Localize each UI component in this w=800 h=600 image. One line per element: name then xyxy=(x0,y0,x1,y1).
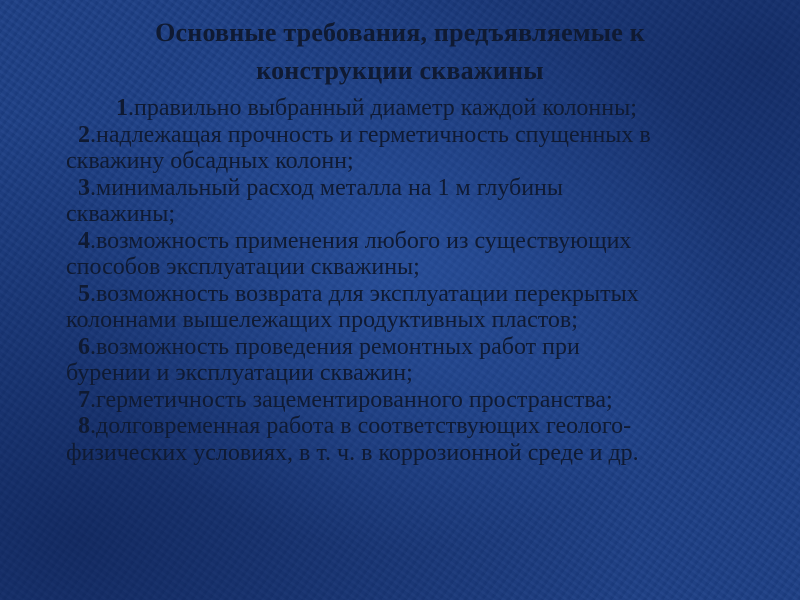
slide-title-line-1: Основные требования, предъявляемые к xyxy=(155,18,645,47)
list-item xyxy=(66,387,776,414)
item-number: 8 xyxy=(78,413,90,439)
item-text: .минимальный расход металла на 1 м глубины xyxy=(90,174,564,201)
list-item xyxy=(66,175,776,228)
list-item xyxy=(66,122,776,175)
item-text: .возможность применения любого из существующих xyxy=(90,227,632,254)
item-text-continued: физических условиях, в т. ч. в коррозионной среде и др. xyxy=(66,439,639,466)
item-text: .надлежащая прочность и герметичность спущенных в xyxy=(90,121,651,148)
item-text: .правильно выбранный диаметр каждой колонны; xyxy=(128,95,637,121)
item-text-continued: скважины; xyxy=(66,201,176,227)
slide-title xyxy=(40,14,760,90)
item-number: 7 xyxy=(78,386,90,413)
list-item xyxy=(66,334,776,387)
item-text: .герметичность зацементированного пространства; xyxy=(90,386,613,413)
item-number: 5 xyxy=(78,280,90,307)
item-text-continued: колоннами вышележащих продуктивных пластов; xyxy=(66,307,578,333)
list-item xyxy=(66,413,776,466)
item-text: .возможность проведения ремонтных работ при xyxy=(90,333,580,360)
item-text: .возможность возврата для эксплуатации перекрытых xyxy=(90,280,639,307)
requirements-list xyxy=(66,95,776,466)
item-number: 3 xyxy=(78,174,90,201)
item-text-continued: скважину обсадных колонн; xyxy=(66,148,354,174)
item-number: 1 xyxy=(116,95,128,121)
item-number: 6 xyxy=(78,333,90,360)
list-item xyxy=(66,281,776,334)
item-text: .долговременная работа в соответствующих геолого- xyxy=(90,413,632,439)
item-text-continued: способов эксплуатации скважины; xyxy=(66,254,420,280)
item-text-continued: бурении и эксплуатации скважин; xyxy=(66,360,413,386)
item-number: 2 xyxy=(78,121,90,148)
slide-title-line-2: конструкции скважины xyxy=(256,56,544,85)
list-item xyxy=(66,228,776,281)
item-number: 4 xyxy=(78,227,90,254)
list-item xyxy=(66,95,776,122)
